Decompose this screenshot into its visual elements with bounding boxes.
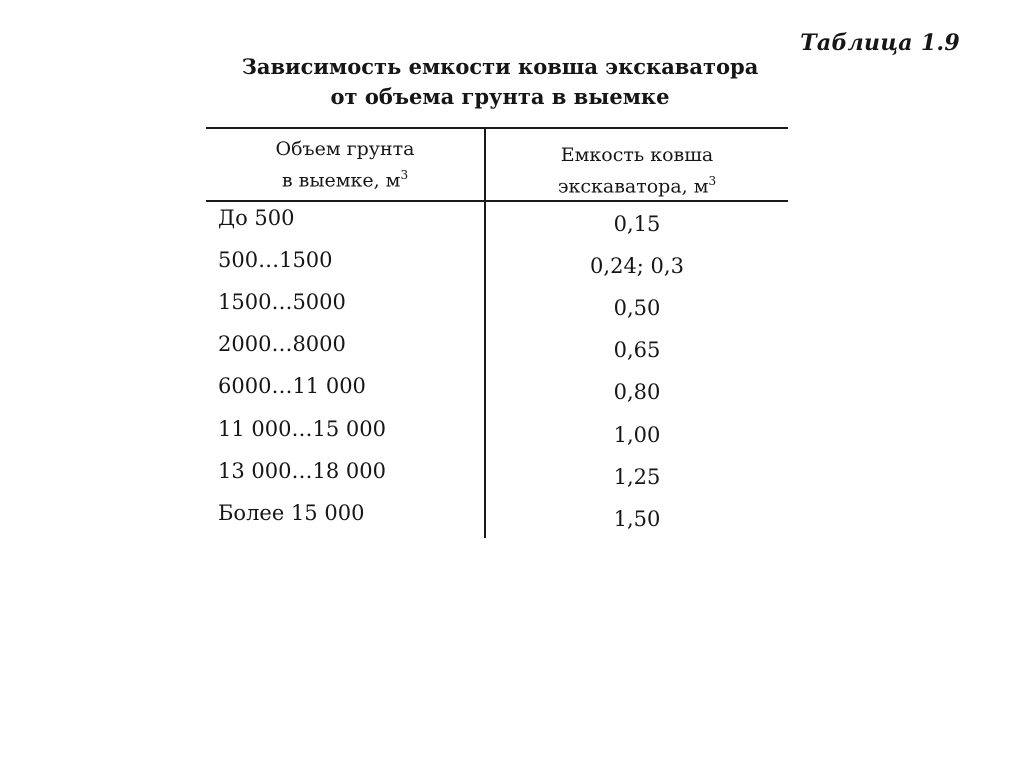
table-title-line-2: от объема грунта в выемке xyxy=(330,84,670,109)
table-row xyxy=(206,332,788,374)
volume-cell: До 500 xyxy=(218,206,295,230)
table-number: Таблица 1.9 xyxy=(800,30,960,56)
header-volume-superscript: 3 xyxy=(400,168,409,182)
volume-cell: 13 000…18 000 xyxy=(218,459,386,483)
volume-cell: 1500…5000 xyxy=(218,290,346,314)
header-volume xyxy=(206,136,484,193)
header-capacity-superscript: 3 xyxy=(708,174,717,188)
capacity-cell: 0,24; 0,3 xyxy=(590,254,684,278)
capacity-cell: 0,15 xyxy=(613,212,661,236)
volume-cell: Более 15 000 xyxy=(218,501,365,525)
volume-cell: 11 000…15 000 xyxy=(218,417,386,441)
capacity-cell: 0,80 xyxy=(613,380,661,404)
table-top-rule xyxy=(206,127,788,129)
volume-cell: 6000…11 000 xyxy=(218,374,366,398)
table-title xyxy=(200,52,800,112)
capacity-cell: 1,50 xyxy=(613,507,661,531)
table-row xyxy=(206,501,788,543)
capacity-cell: 0,65 xyxy=(613,338,661,362)
header-volume-line-1: Объем грунта xyxy=(275,138,415,160)
header-capacity xyxy=(486,142,788,199)
table-header-rule xyxy=(206,200,788,202)
capacity-cell: 1,25 xyxy=(613,465,661,489)
table-row xyxy=(206,206,788,248)
capacity-cell: 1,00 xyxy=(613,423,661,447)
table-row xyxy=(206,248,788,290)
capacity-cell: 0,50 xyxy=(613,296,661,320)
table-row xyxy=(206,459,788,501)
volume-cell: 500…1500 xyxy=(218,248,333,272)
header-capacity-line-2: экскаватора, $м^3$ xyxy=(557,174,717,198)
table-title-line-1: Зависимость емкости ковша экскаватора xyxy=(241,54,759,79)
header-volume-line-2: в выемке, $м^3$ xyxy=(281,168,409,192)
table-row xyxy=(206,417,788,459)
volume-cell: 2000…8000 xyxy=(218,332,346,356)
table-row xyxy=(206,374,788,416)
table-row xyxy=(206,290,788,332)
header-capacity-line-1: Емкость ковша xyxy=(560,144,714,166)
